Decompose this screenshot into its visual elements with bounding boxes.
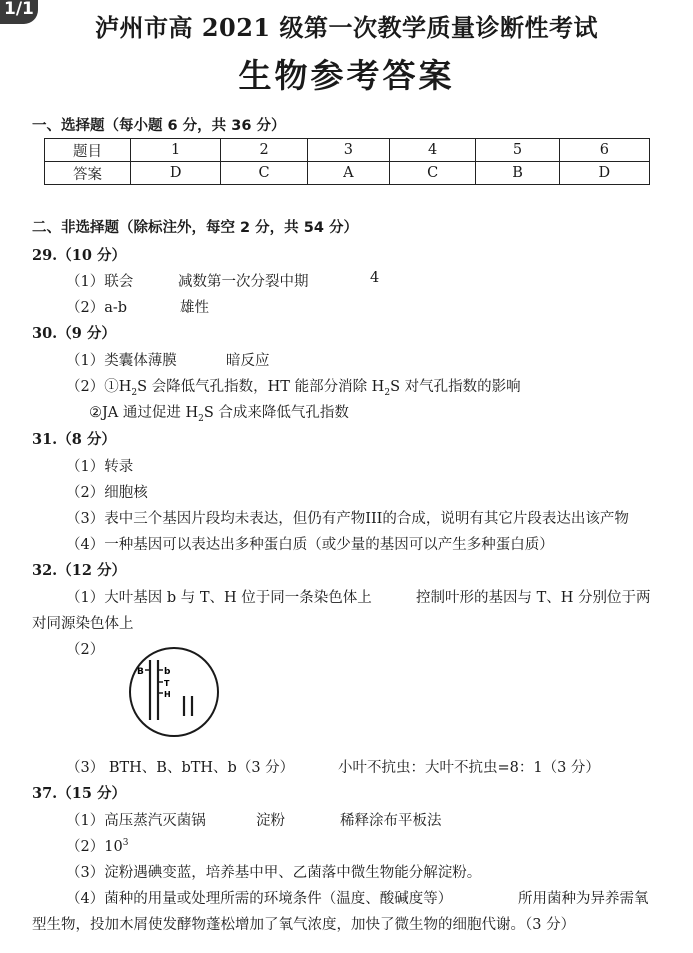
answer-text: 暗反应: [226, 353, 270, 369]
table-cell: A: [307, 162, 389, 185]
label-H: H: [164, 690, 171, 699]
q30-answer-2: [66, 375, 521, 398]
answer-text: （2）10: [66, 839, 123, 855]
label-T: T: [164, 679, 170, 688]
q30-answer-1: [66, 349, 666, 369]
answer-text: 4: [370, 270, 380, 286]
table-header-cell: 答案: [45, 162, 131, 185]
table-cell: 3: [307, 139, 389, 162]
q30-answer-3: [89, 401, 349, 424]
answer-text: S 会降低气孔指数，HT 能部分消除 H: [137, 379, 385, 395]
q37-answer-2: [66, 835, 128, 856]
exam-title: 泸州市高 2021 级第一次教学质量诊断性考试: [94, 13, 598, 42]
q31-answer-3: （3）表中三个基因片段均未表达，但仍有产物III的合成，说明有其它片段表达出该产物: [66, 511, 629, 527]
table-cell: 2: [221, 139, 308, 162]
q32-answer-2-label: （2）: [66, 642, 105, 658]
table-cell: 5: [476, 139, 559, 162]
answer-text: 小叶不抗虫：大叶不抗虫=8：1（3 分）: [338, 760, 600, 776]
label-B: B: [137, 667, 144, 677]
q31-answer-1: （1）转录: [66, 459, 134, 475]
q29-title: 29.（10 分）: [32, 247, 126, 264]
table-cell: 6: [559, 139, 649, 162]
section2-heading: 二、非选择题（除标注外，每空 2 分，共 54 分）: [32, 220, 358, 236]
q37-answer-3: （3）淀粉遇碘变蓝，培养基中甲、乙菌落中微生物能分解淀粉。: [66, 865, 482, 881]
answer-text: （1）大叶基因 b 与 T、H 位于同一条染色体上: [66, 590, 372, 606]
table-cell: C: [389, 162, 476, 185]
q37-title: 37.（15 分）: [32, 785, 126, 802]
answer-text: ②JA 通过促进 H: [89, 405, 199, 421]
q32-answer-1: [66, 586, 666, 606]
answer-text: 淀粉: [256, 813, 285, 829]
q32-answer-1-cont: 对同源染色体上: [32, 616, 134, 632]
cell-outline: [130, 648, 218, 736]
table-cell: 1: [131, 139, 221, 162]
q37-answer-4: [66, 887, 666, 907]
chromosome-diagram: [128, 646, 220, 738]
q37-answer-4-cont: 型生物，投加木屑使发酵物蓬松增加了氧气浓度，加快了微生物的细胞代谢。（3 分）: [32, 917, 576, 933]
answer-text: （2）①H: [66, 379, 132, 395]
answer-text: （3） BTH、B、bTH、b（3 分）: [66, 760, 295, 776]
answer-table: [44, 138, 650, 185]
q31-answer-2: （2）细胞核: [66, 485, 148, 501]
superscript: 3: [122, 838, 129, 849]
table-cell: D: [131, 162, 221, 185]
answer-text: （2）a-b: [66, 300, 128, 316]
answer-text: 减数第一次分裂中期: [178, 274, 309, 290]
answer-text: S 合成来降低气孔指数: [203, 405, 349, 421]
q37-answer-1: [66, 809, 666, 829]
answer-text: （1）类囊体薄膜: [66, 353, 177, 369]
answer-text: （4）菌种的用量或处理所需的环境条件（温度、酸碱度等）: [66, 891, 453, 907]
answer-text: 稀释涂布平板法: [340, 813, 442, 829]
q29-answer-2: [66, 296, 666, 316]
q30-title: 30.（9 分）: [32, 325, 116, 342]
answer-text: （1）联会: [66, 274, 134, 290]
q32-title: 32.（12 分）: [32, 562, 126, 579]
label-b: b: [164, 667, 171, 677]
q31-answer-4: （4）一种基因可以表达出多种蛋白质（或少量的基因可以产生多种蛋白质）: [66, 537, 554, 553]
table-cell: D: [559, 162, 649, 185]
document-title: 生物参考答案: [238, 56, 455, 95]
table-cell: 4: [389, 139, 476, 162]
table-cell: B: [476, 162, 559, 185]
table-cell: C: [221, 162, 308, 185]
table-row: [45, 139, 650, 162]
q31-title: 31.（8 分）: [32, 431, 116, 448]
subscript: 2: [131, 387, 138, 398]
answer-text: S 对气孔指数的影响: [390, 379, 521, 395]
answer-text: （1）高压蒸汽灭菌锅: [66, 813, 206, 829]
answer-text: 所用菌种为异养需氧: [518, 891, 649, 907]
subscript: 2: [198, 413, 204, 424]
table-row: [45, 162, 650, 185]
table-header-cell: 题目: [45, 139, 131, 162]
q29-answer-1: [66, 270, 666, 290]
page-indicator-badge: 1/1: [0, 0, 38, 24]
answer-text: 雄性: [180, 300, 209, 316]
q32-answer-3: [66, 756, 666, 776]
subscript: 2: [384, 387, 391, 398]
answer-text: 控制叶形的基因与 T、H 分别位于两: [416, 590, 651, 606]
section1-heading: 一、选择题（每小题 6 分，共 36 分）: [32, 118, 286, 134]
